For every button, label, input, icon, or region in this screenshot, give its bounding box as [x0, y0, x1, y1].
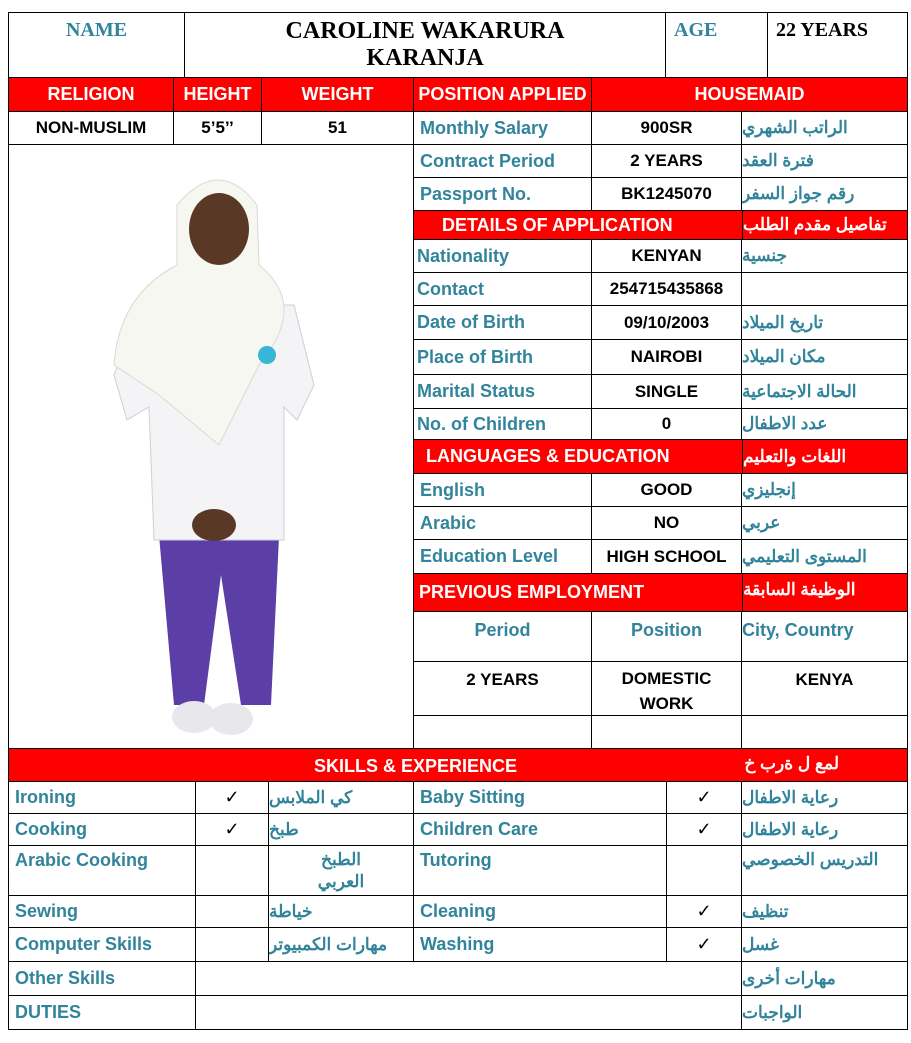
pob-label: Place of Birth — [413, 339, 592, 375]
contact-label-ar — [741, 272, 908, 306]
arabic-value: NO — [591, 506, 742, 540]
skill-arabic-cooking: Arabic Cooking — [8, 845, 196, 896]
passport-value: BK1245070 — [591, 177, 742, 211]
education-label-ar: المستوى التعليمي — [741, 539, 908, 574]
age-value: 22 YEARS — [767, 12, 908, 78]
english-label-ar: إنجليزي — [741, 473, 908, 507]
skill-tutoring: Tutoring — [413, 845, 667, 896]
skill-cleaning-ar: تنظيف — [741, 895, 908, 928]
arabic-label: Arabic — [413, 506, 592, 540]
marital-label: Marital Status — [413, 374, 592, 409]
skill-baby-sitting-check: ✓ — [666, 781, 742, 814]
employment-title: PREVIOUS EMPLOYMENT — [413, 573, 743, 612]
skill-ironing-check: ✓ — [195, 781, 269, 814]
other-skills-value — [195, 961, 742, 996]
nationality-label: Nationality — [413, 239, 592, 273]
skill-arabic-cooking-ar: الطبخ العربي — [268, 845, 414, 896]
pob-value: NAIROBI — [591, 339, 742, 375]
skill-computer: Computer Skills — [8, 927, 196, 962]
height-label: HEIGHT — [173, 77, 262, 112]
emp-period-header: Period — [413, 611, 592, 662]
nationality-value: KENYAN — [591, 239, 742, 273]
passport-label: Passport No. — [413, 177, 592, 211]
arabic-label-ar: عربي — [741, 506, 908, 540]
emp-empty-cell — [413, 715, 592, 749]
contract-value: 2 YEARS — [591, 144, 742, 178]
contact-label: Contact — [413, 272, 592, 306]
skill-cooking-check: ✓ — [195, 813, 269, 846]
skill-cooking-ar: طبخ — [268, 813, 414, 846]
salary-label-ar: الراتب الشهري — [741, 111, 908, 145]
marital-label-ar: الحالة الاجتماعية — [741, 374, 908, 409]
skill-children-care-check: ✓ — [666, 813, 742, 846]
skill-cleaning: Cleaning — [413, 895, 667, 928]
age-label: AGE — [665, 12, 768, 78]
skill-washing: Washing — [413, 927, 667, 962]
religion-value: NON-MUSLIM — [8, 111, 174, 145]
duties-label-ar: الواجبات — [741, 995, 908, 1030]
contract-label: Contract Period — [413, 144, 592, 178]
skill-sewing-ar: خياطة — [268, 895, 414, 928]
skill-children-care-ar: رعاية الاطفال — [741, 813, 908, 846]
salary-label: Monthly Salary — [413, 111, 592, 145]
english-value: GOOD — [591, 473, 742, 507]
skill-arabic-cooking-check — [195, 845, 269, 896]
english-label: English — [413, 473, 592, 507]
person-figure-icon — [9, 145, 414, 749]
skill-tutoring-ar: التدريس الخصوصي — [741, 845, 908, 896]
skill-computer-ar: مهارات الكمبيوتر — [268, 927, 414, 962]
children-label: No. of Children — [413, 408, 592, 440]
applicant-name: CAROLINE WAKARURA KARANJA — [184, 12, 666, 78]
position-value: HOUSEMAID — [591, 77, 908, 112]
contact-value: 254715435868 — [591, 272, 742, 306]
passport-label-ar: رقم جواز السفر — [741, 177, 908, 211]
skills-title: SKILLS & EXPERIENCE — [314, 756, 518, 776]
height-value: 5’5’’ — [173, 111, 262, 145]
skill-ironing: Ironing — [8, 781, 196, 814]
duties-value — [195, 995, 742, 1030]
details-title: DETAILS OF APPLICATION — [413, 210, 743, 240]
skills-header — [8, 748, 908, 782]
skill-sewing: Sewing — [8, 895, 196, 928]
skill-baby-sitting: Baby Sitting — [413, 781, 667, 814]
name-label: NAME — [8, 12, 185, 78]
children-value: 0 — [591, 408, 742, 440]
skill-children-care: Children Care — [413, 813, 667, 846]
skill-washing-check: ✓ — [666, 927, 742, 962]
skills-title-ar: لمع ل ةرب خ — [744, 754, 839, 773]
emp-empty-cell — [741, 715, 908, 749]
marital-value: SINGLE — [591, 374, 742, 409]
education-label: Education Level — [413, 539, 592, 574]
skill-cooking: Cooking — [8, 813, 196, 846]
emp-city-header: City, Country — [741, 611, 908, 662]
pob-label-ar: مكان الميلاد — [741, 339, 908, 375]
emp-city-value: KENYA — [741, 661, 908, 716]
contract-label-ar: فترة العقد — [741, 144, 908, 178]
emp-period-value: 2 YEARS — [413, 661, 592, 716]
emp-empty-cell — [591, 715, 742, 749]
emp-position-value: DOMESTIC WORK — [591, 661, 742, 716]
skill-cleaning-check: ✓ — [666, 895, 742, 928]
languages-title-ar: اللغات والتعليم — [742, 439, 908, 474]
position-label: POSITION APPLIED — [413, 77, 592, 112]
dob-value: 09/10/2003 — [591, 305, 742, 340]
emp-position-header: Position — [591, 611, 742, 662]
children-label-ar: عدد الاطفال — [741, 408, 908, 440]
skill-baby-sitting-ar: رعاية الاطفال — [741, 781, 908, 814]
dob-label: Date of Birth — [413, 305, 592, 340]
education-value: HIGH SCHOOL — [591, 539, 742, 574]
dob-label-ar: تاريخ الميلاد — [741, 305, 908, 340]
skill-sewing-check — [195, 895, 269, 928]
other-skills-label: Other Skills — [8, 961, 196, 996]
nationality-label-ar: جنسية — [741, 239, 908, 273]
religion-label: RELIGION — [8, 77, 174, 112]
skill-computer-check — [195, 927, 269, 962]
skill-ironing-ar: كي الملابس — [268, 781, 414, 814]
duties-label: DUTIES — [8, 995, 196, 1030]
details-title-ar: تفاصيل مقدم الطلب — [742, 210, 908, 240]
skill-washing-ar: غسل — [741, 927, 908, 962]
applicant-photo — [8, 144, 414, 749]
salary-value: 900SR — [591, 111, 742, 145]
other-skills-label-ar: مهارات أخرى — [741, 961, 908, 996]
employment-title-ar: الوظيفة السابقة — [742, 573, 908, 612]
languages-title: LANGUAGES & EDUCATION — [413, 439, 743, 474]
weight-value: 51 — [261, 111, 414, 145]
skill-tutoring-check — [666, 845, 742, 896]
weight-label: WEIGHT — [261, 77, 414, 112]
